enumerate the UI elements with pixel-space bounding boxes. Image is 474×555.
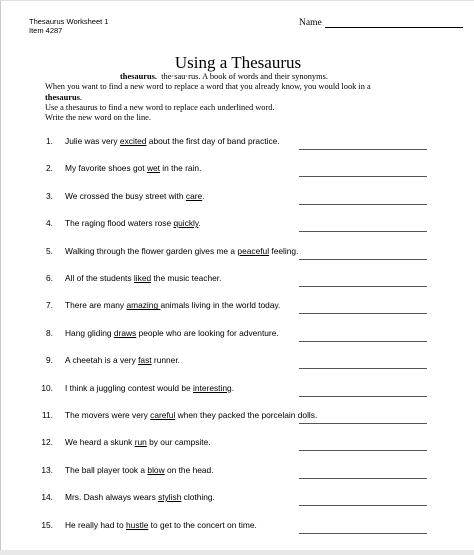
question-row (1, 465, 474, 479)
question-number: 13. (41, 464, 53, 475)
sentence-before: Mrs. Dash always wears (65, 492, 159, 503)
sentence-before: My favorite shoes got (65, 163, 147, 174)
intro-line-2-end: . (79, 92, 82, 102)
question-row (1, 246, 474, 260)
underlined-word: blow (147, 464, 165, 475)
question-row (1, 191, 474, 205)
question-sentence (65, 300, 280, 310)
intro-line-3: Use a thesaurus to find a new word to replace each underlined word. (45, 102, 275, 112)
sentence-after: runner. (151, 355, 180, 366)
answer-line[interactable] (299, 286, 427, 287)
sentence-after: about the first day of band practice. (146, 136, 280, 146)
underlined-word: draws (113, 327, 137, 338)
question-row (1, 136, 474, 150)
question-number: 1. (46, 136, 53, 146)
question-number: 8. (46, 327, 53, 338)
underlined-word: run (134, 437, 147, 448)
answer-line[interactable] (299, 149, 427, 150)
underlined-word: care (185, 190, 203, 201)
question-number: 7. (46, 300, 53, 311)
answer-line[interactable] (299, 396, 427, 397)
question-number: 11. (41, 410, 53, 420)
question-row (1, 273, 474, 287)
intro-term: thesaurus (45, 92, 80, 102)
intro-text (45, 72, 465, 123)
answer-line[interactable] (299, 313, 427, 314)
definition-term: thesaurus. (120, 72, 157, 81)
question-number: 12. (41, 437, 53, 448)
sentence-before: We heard a skunk (65, 437, 135, 448)
answer-line[interactable] (299, 204, 427, 205)
sentence-after: animals living in the world today. (160, 300, 281, 311)
question-row (1, 520, 474, 534)
question-row (1, 328, 474, 342)
question-sentence (65, 136, 280, 146)
underlined-word: hustle (126, 519, 149, 530)
header-meta (29, 17, 108, 35)
underlined-word: excited (119, 136, 147, 146)
sentence-after: . (231, 382, 235, 393)
question-sentence (65, 163, 201, 173)
sentence-before: I think a juggling contest would be (65, 382, 194, 393)
underlined-word: liked (133, 273, 152, 283)
intro-line-2 (45, 93, 465, 103)
intro-line-4: Write the new word on the line. (45, 113, 151, 123)
sentence-after: by our campsite. (146, 437, 211, 448)
question-sentence (65, 328, 279, 338)
underlined-word: interesting (193, 382, 232, 393)
sentence-after: the music teacher. (151, 273, 222, 283)
underlined-word: fast (138, 355, 152, 366)
question-row (1, 492, 474, 506)
sentence-before: A cheetah is a very (65, 355, 139, 366)
sentence-before: Hang gliding (65, 327, 114, 338)
underlined-word: quickly (173, 218, 199, 229)
underlined-word: peaceful (237, 245, 270, 256)
question-sentence (65, 437, 211, 447)
sentence-before: Walking through the flower garden gives me a (65, 245, 238, 256)
question-sentence (65, 520, 257, 530)
page-title: Using a Thesaurus (174, 53, 302, 72)
definition-pronunciation: the·sau·rus. (161, 72, 201, 81)
sentence-after: feeling. (269, 245, 299, 256)
sentence-after: when they packed the porcelain dolls. (175, 410, 318, 420)
question-row (1, 410, 474, 424)
answer-line[interactable] (299, 533, 427, 534)
question-row (1, 300, 474, 314)
question-sentence (65, 355, 180, 365)
sentence-before: We crossed the busy street with (65, 190, 186, 201)
sentence-before: The raging flood waters rose (65, 218, 174, 229)
underlined-word: amazing (126, 300, 161, 311)
answer-line[interactable] (299, 423, 427, 424)
question-number: 5. (46, 245, 53, 256)
name-label: Name (299, 18, 322, 28)
question-sentence (65, 218, 201, 228)
bottom-edge (0, 550, 474, 555)
question-sentence (65, 410, 317, 420)
sentence-before: He really had to (65, 519, 126, 530)
question-number: 6. (46, 273, 53, 283)
answer-line[interactable] (299, 259, 427, 260)
definition-meaning: A book of words and their synonyms. (202, 72, 328, 81)
answer-line[interactable] (299, 176, 427, 177)
name-field (299, 18, 463, 28)
sentence-after: . (198, 218, 201, 229)
answer-line[interactable] (299, 450, 427, 451)
sentence-before: Julie was very (65, 136, 120, 146)
sentence-after: . (202, 190, 205, 201)
underlined-word: careful (150, 410, 176, 420)
answer-line[interactable] (299, 478, 427, 479)
answer-line[interactable] (299, 505, 427, 506)
question-sentence (65, 465, 214, 475)
sentence-after: people who are looking for adventure. (136, 327, 279, 338)
question-number: 15. (41, 519, 53, 530)
question-number: 14. (41, 492, 53, 503)
item-number: Item 4287 (29, 26, 63, 35)
underlined-word: wet (146, 163, 160, 174)
worksheet-title: Thesaurus Worksheet 1 (29, 17, 109, 26)
question-row (1, 355, 474, 369)
question-row (1, 218, 474, 232)
question-sentence (65, 273, 221, 283)
sentence-before: The ball player took a (65, 464, 148, 475)
question-sentence (65, 191, 205, 201)
question-number: 10. (41, 382, 53, 393)
sentence-after: in the rain. (159, 163, 202, 174)
question-sentence (65, 492, 215, 502)
question-number: 4. (46, 218, 53, 229)
sentence-after: to get to the concert on time. (148, 519, 257, 530)
question-row (1, 383, 474, 397)
sentence-after: on the head. (164, 464, 214, 475)
question-number: 3. (46, 190, 53, 201)
answer-line[interactable] (299, 231, 427, 232)
name-line[interactable] (325, 18, 463, 28)
question-row (1, 163, 474, 177)
underlined-word: stylish (158, 492, 182, 503)
intro-line-1: When you want to find a new word to replace a word that you already know, you would look in a (45, 82, 371, 92)
definition-line (45, 72, 465, 82)
sentence-after: clothing. (181, 492, 215, 503)
question-sentence (65, 383, 234, 393)
question-number: 2. (46, 163, 53, 174)
sentence-before: There are many (65, 300, 127, 311)
sentence-before: The movers were very (65, 410, 151, 420)
question-row (1, 437, 474, 451)
sentence-before: All of the students (65, 273, 134, 283)
question-number: 9. (46, 355, 53, 366)
answer-line[interactable] (299, 341, 427, 342)
question-sentence (65, 246, 298, 256)
answer-line[interactable] (299, 368, 427, 369)
